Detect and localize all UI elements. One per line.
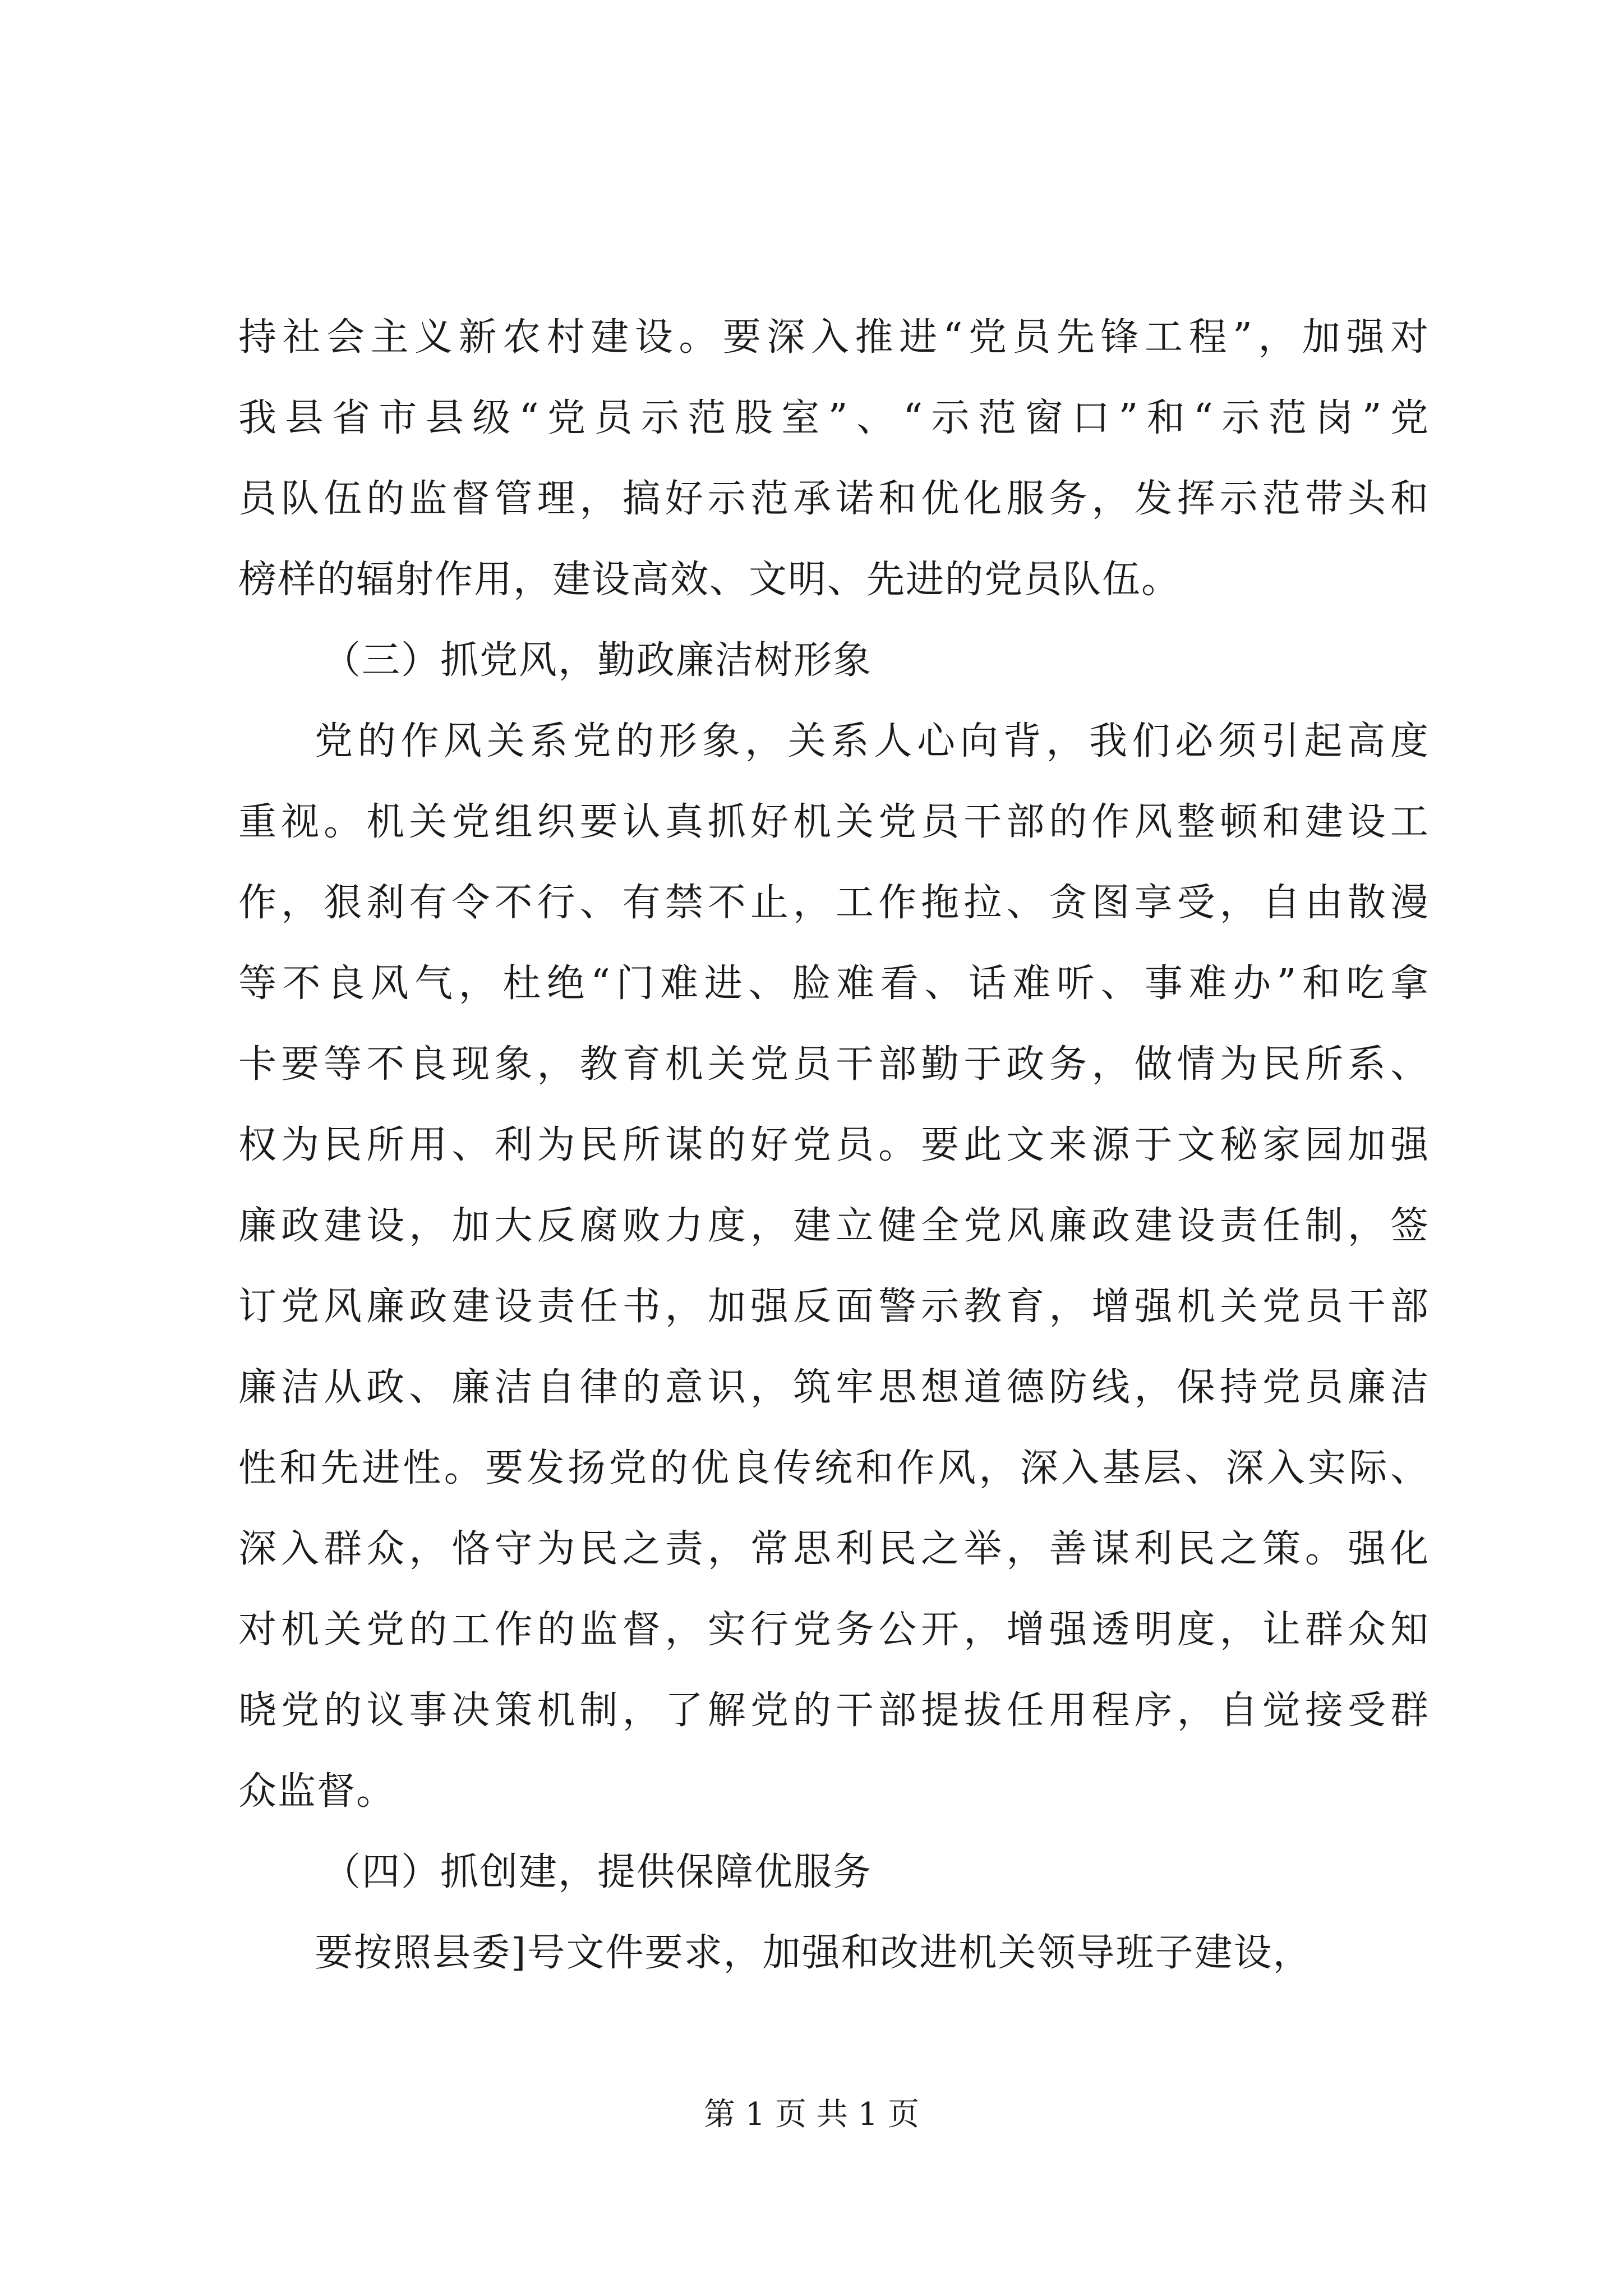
text-line: 廉政建设，加大反腐败力度，建立健全党风廉政建设责任制，签 <box>238 1204 1430 1248</box>
text-line: 卡要等不良现象，教育机关党员干部勤于政务，做情为民所系、 <box>238 1042 1430 1087</box>
text-line: 持社会主义新农村建设。要深入推进“党员先锋工程”，加强对 <box>238 315 1430 360</box>
text-line: 作，狠刹有令不行、有禁不止，工作拖拉、贪图享受，自由散漫 <box>238 881 1430 925</box>
text-line: 要按照县委]号文件要求，加强和改进机关领导班子建设， <box>315 1931 1312 1975</box>
text-line: 重视。机关党组织要认真抓好机关党员干部的作风整顿和建设工 <box>238 800 1430 844</box>
text-line: 廉洁从政、廉洁自律的意识，筑牢思想道德防线，保持党员廉洁 <box>238 1365 1430 1410</box>
text-line: 党的作风关系党的形象，关系人心向背，我们必须引起高度 <box>315 719 1430 763</box>
text-line: 性和先进性。要发扬党的优良传统和作风，深入基层、深入实际、 <box>238 1446 1430 1490</box>
text-line: 我县省市县级“党员示范股室”、“示范窗口”和“示范岗”党 <box>238 396 1430 440</box>
section-heading-3: （三）抓党风，勤政廉洁树形象 <box>322 638 873 683</box>
text-line: 晓党的议事决策机制，了解党的干部提拔任用程序，自觉接受群 <box>238 1688 1430 1733</box>
section-heading-4: （四）抓创建，提供保障优服务 <box>322 1850 873 1894</box>
document-body <box>238 297 1430 1994</box>
text-line: 权为民所用、利为民所谋的好党员。要此文来源于文秘家园加强 <box>238 1123 1430 1167</box>
page-footer: 第 1 页 共 1 页 <box>703 2096 920 2133</box>
text-line: 对机关党的工作的监督，实行党务公开，增强透明度，让群众知 <box>238 1608 1430 1652</box>
text-line: 订党风廉政建设责任书，加强反面警示教育，增强机关党员干部 <box>238 1285 1430 1329</box>
text-line: 众监督。 <box>238 1769 396 1814</box>
text-line: 等不良风气，杜绝“门难进、脸难看、话难听、事难办”和吃拿 <box>238 961 1430 1006</box>
text-line: 榜样的辐射作用，建设高效、文明、先进的党员队伍。 <box>238 558 1181 602</box>
text-line: 员队伍的监督管理，搞好示范承诺和优化服务，发挥示范带头和 <box>238 477 1430 521</box>
text-line: 深入群众，恪守为民之责，常思利民之举，善谋利民之策。强化 <box>238 1527 1430 1571</box>
